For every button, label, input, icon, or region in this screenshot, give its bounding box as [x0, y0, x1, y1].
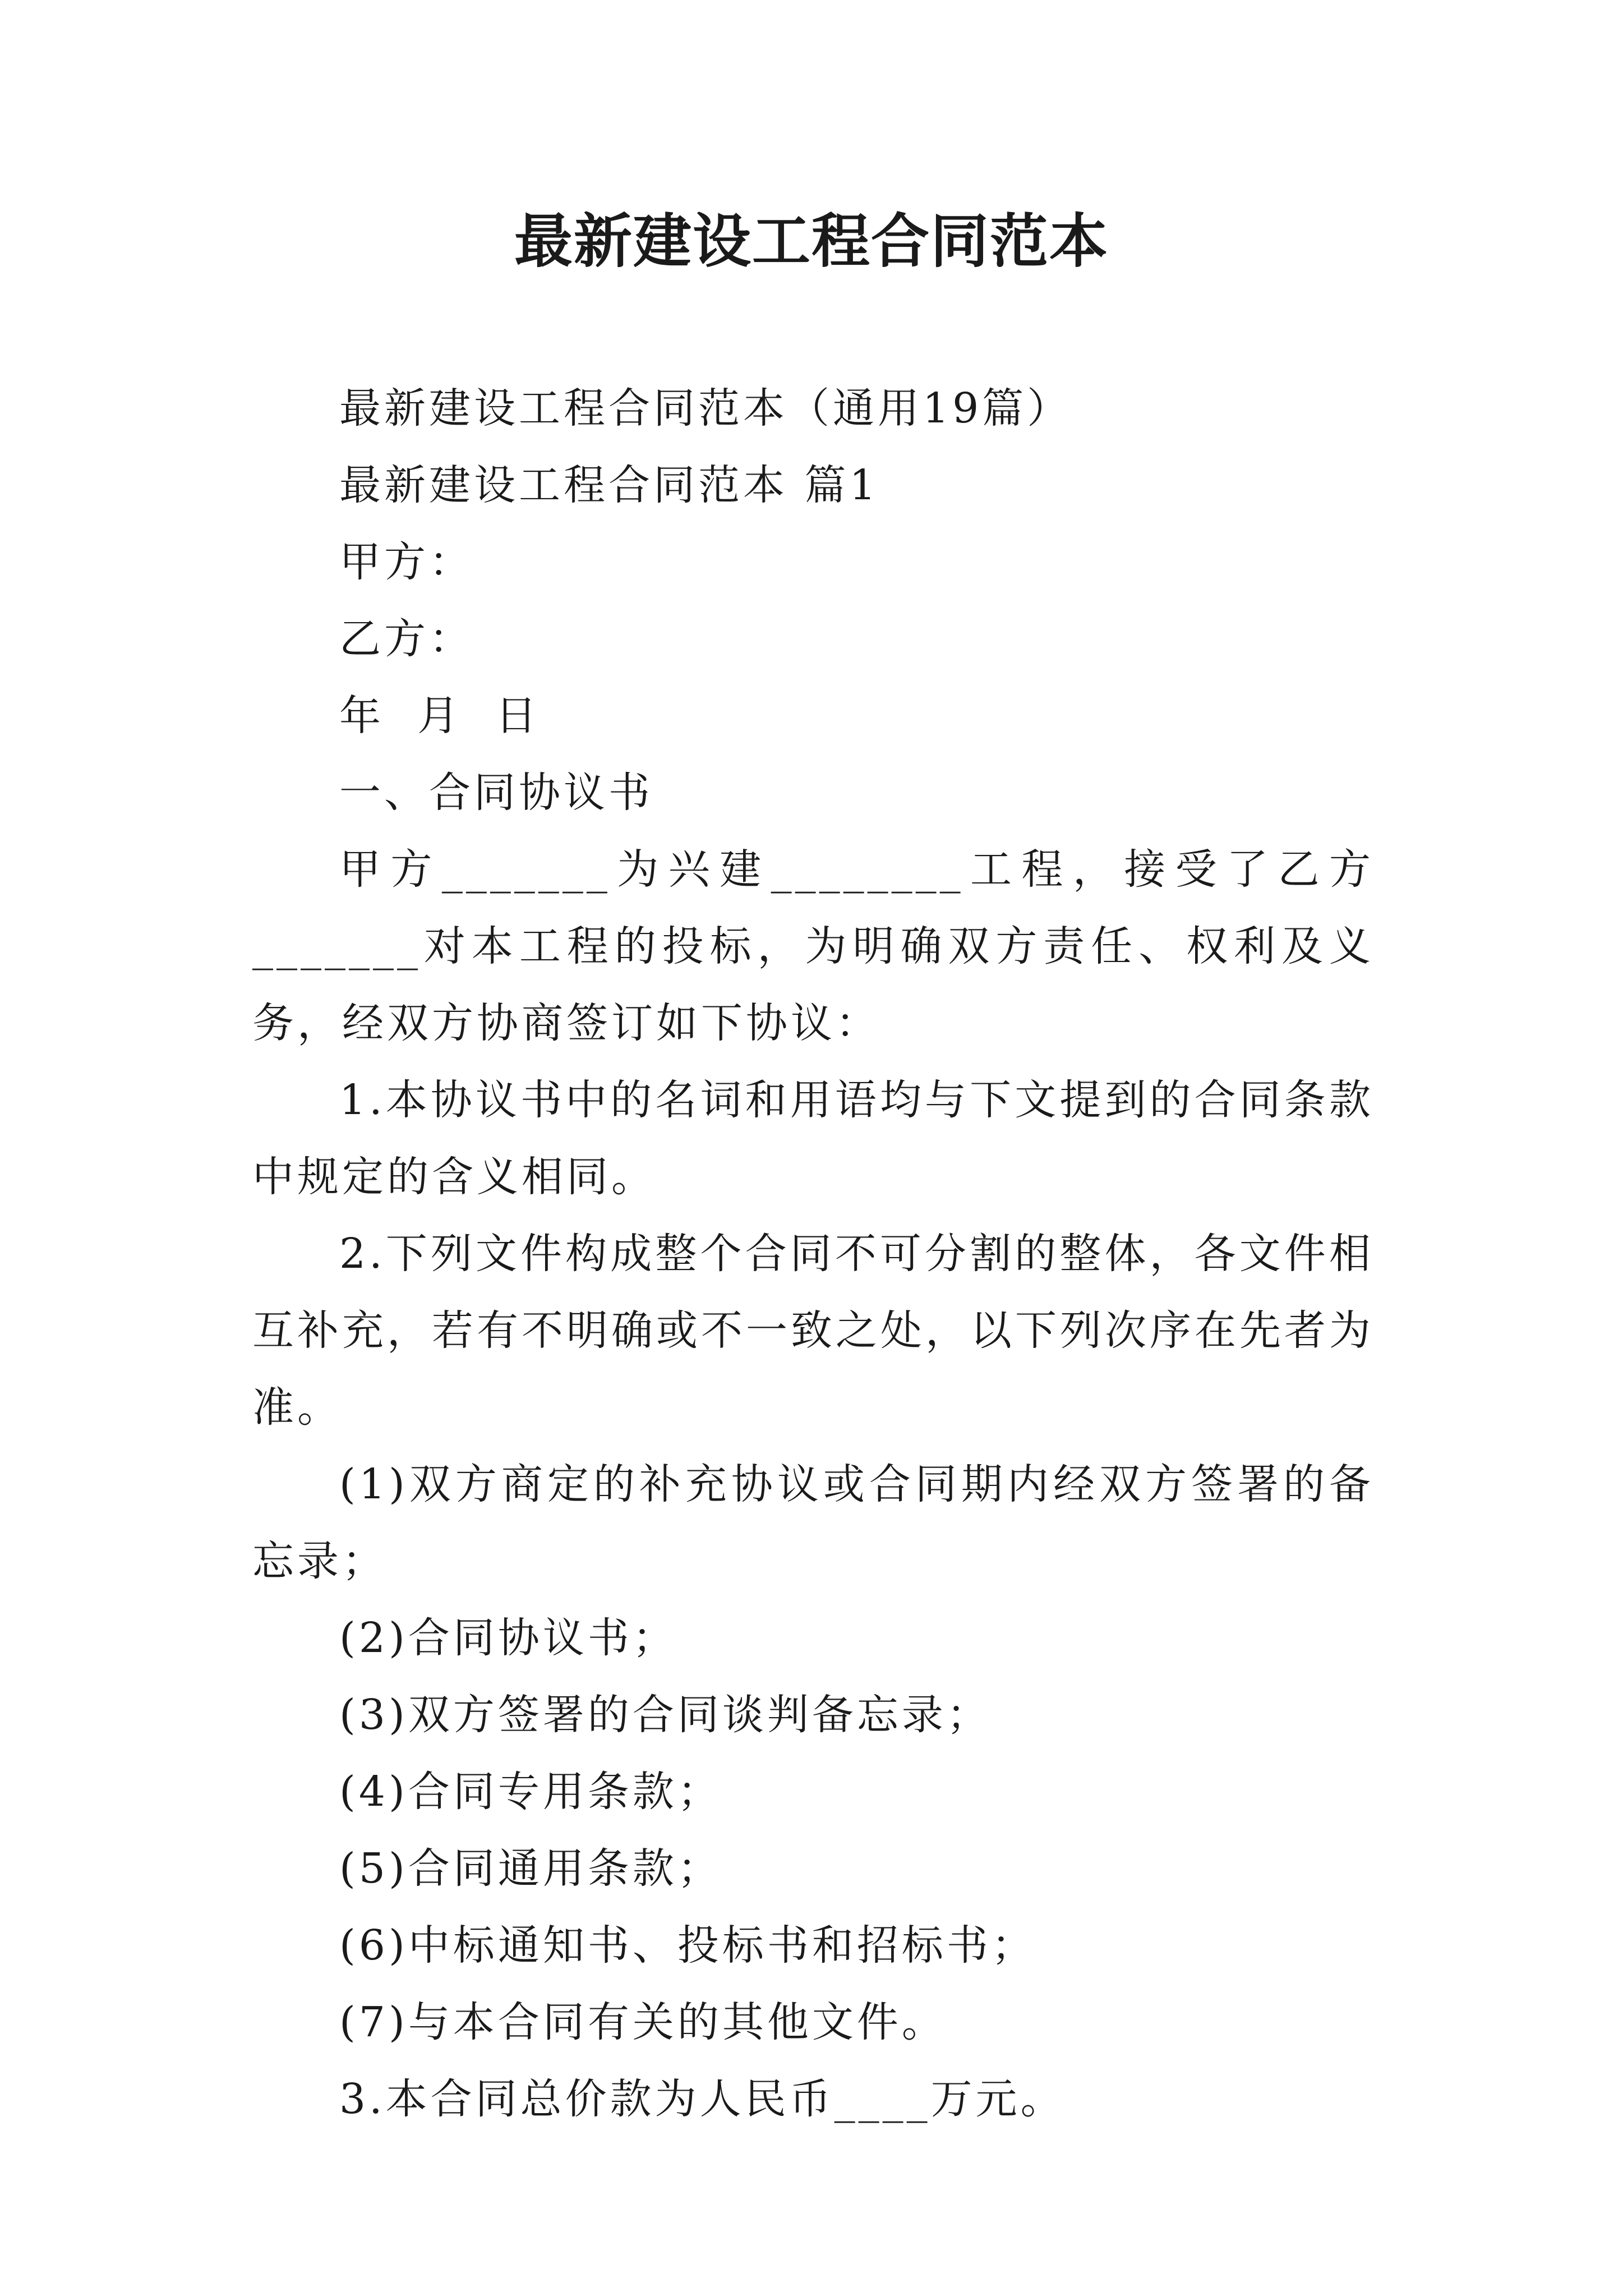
- paragraph-item-6: (6)中标通知书、投标书和招标书；: [339, 1921, 1036, 1970]
- paragraph-item-4: (4)合同专用条款；: [339, 1768, 722, 1816]
- paragraph-item-1: (1)双方商定的补充协议或合同期内经双方签署的备忘录；: [252, 1460, 1374, 1585]
- paragraph-clause-3: 3.本合同总价款为人民币____万元。: [339, 2075, 1066, 2123]
- paragraph-party-b: 乙方：: [339, 615, 474, 663]
- paragraph-item-5: (5)合同通用条款；: [339, 1844, 722, 1893]
- paragraph-party-a: 甲方：: [339, 538, 474, 586]
- paragraph-item-3: (3)双方签署的合同谈判备忘录；: [339, 1691, 992, 1739]
- paragraph-subtitle: 最新建设工程合同范本（通用19篇）: [339, 384, 1072, 432]
- paragraph-intro: 甲方_______为兴建________工程，接受了乙方_______对本工程的投标，为明确双方责任、权利及义务，经双方协商签订如下协议：: [252, 845, 1374, 1047]
- document-title: 最新建设工程合同范本: [514, 206, 1109, 275]
- paragraph-clause-1: 1.本协议书中的名词和用语均与下文提到的合同条款中规定的含义相同。: [252, 1076, 1374, 1201]
- paragraph-clause-2: 2.下列文件构成整个合同不可分割的整体，各文件相互补充，若有不明确或不一致之处，以下列次序在先者为准。: [252, 1230, 1374, 1432]
- paragraph-date: 年 月 日: [339, 692, 541, 740]
- paragraph-agreement-heading: 一、合同协议书: [339, 769, 653, 817]
- paragraph-section-heading: 最新建设工程合同范本 篇1: [339, 461, 879, 509]
- paragraph-item-2: (2)合同协议书；: [339, 1614, 677, 1662]
- paragraph-item-7: (7)与本合同有关的其他文件。: [339, 1998, 947, 2046]
- document-body: [252, 370, 1374, 2138]
